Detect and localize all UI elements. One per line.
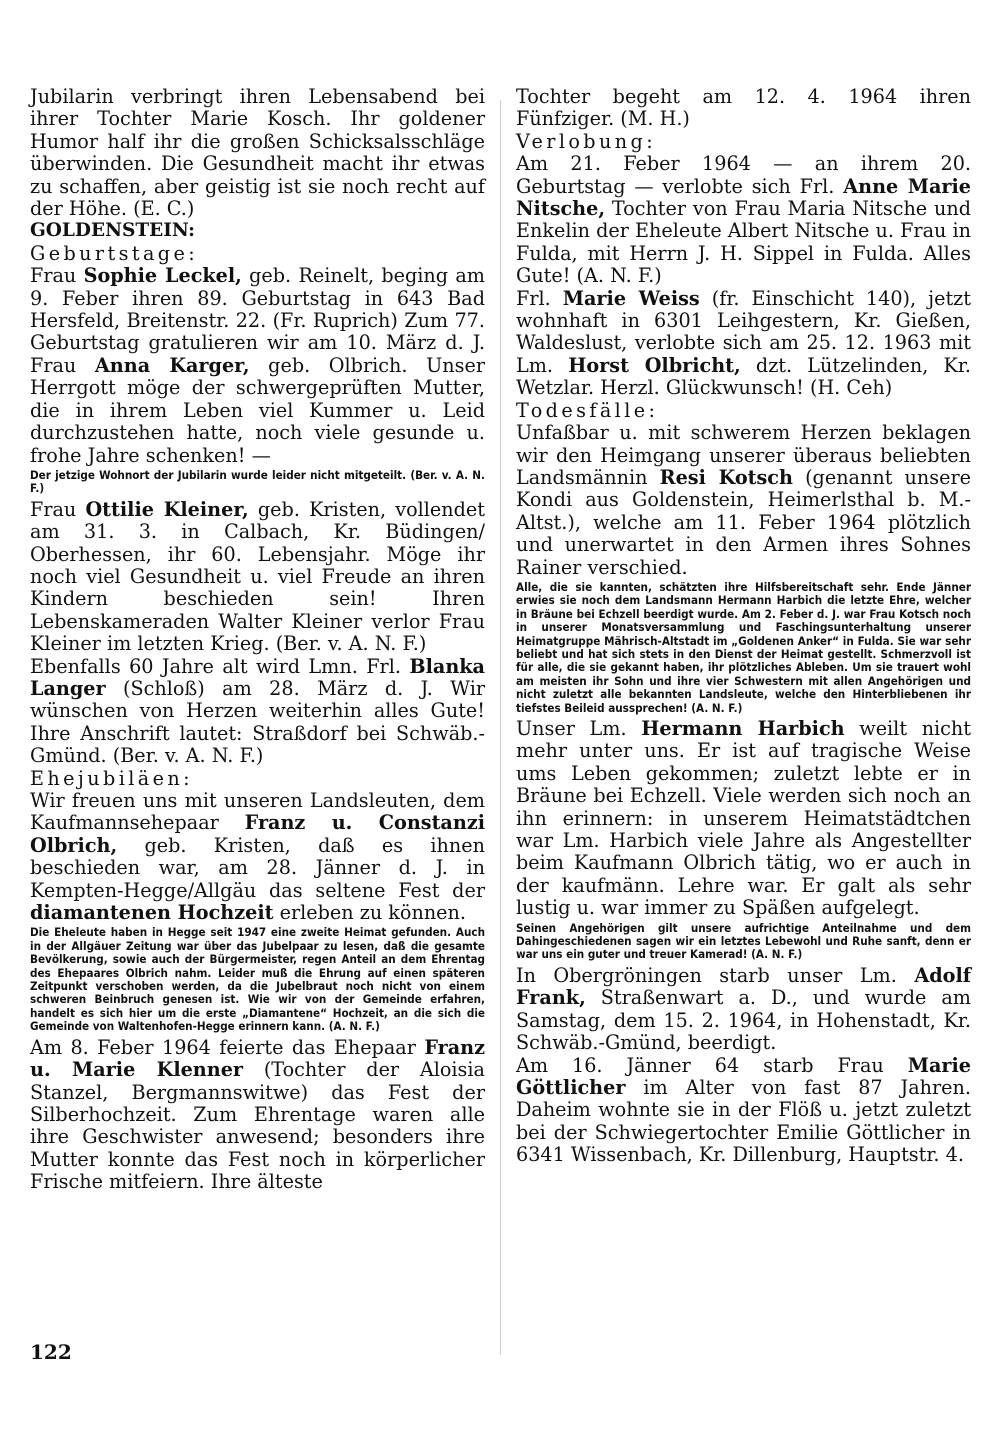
person-name: Anne Marie Nitsche, [516, 174, 971, 221]
person-name: Marie Göttlicher [516, 1053, 971, 1099]
person-name: Sophie Leckel, [83, 264, 242, 288]
note: Der jetzige Wohnort der Jubilarin wurde leider nicht mitgeteilt. (Ber. v. A. N. F.) [30, 467, 485, 496]
paragraph: Unser Lm. Hermann Harbich weilt nicht mehr unter uns. Er ist auf tragische Weise ums Leben gekommen; zuletzt lebte er in Bräune bei Echzell. Viele werden sich noch an ihn erinnern: in unserem Heimatstädtchen war Lm. Harbich viele Jahre als Angestellter beim Kaufmann Olbrich tätig, wo er auch in der kaufmänn. Lehre war. Er galt als sehr lustig u. war immer zu Späßen aufgelegt. [516, 717, 971, 920]
section-heading: Verlobung: [516, 129, 657, 153]
person-name: Horst Olbricht, [568, 353, 741, 377]
left-column [30, 86, 485, 1194]
paragraph: Ebenfalls 60 Jahre alt wird Lmn. Frl. Blanka Langer (Schloß) am 28. März d. J. Wir wünschen von Herzen weiterhin alles Gute! Ihre Anschrift lautet: Straßdorf bei Schwäb.-Gmünd. (Ber. v. A. N. F.) [30, 654, 485, 768]
person-name: Anna Karger, [94, 353, 250, 377]
paragraph: Am 21. Feber 1964 — an ihrem 20. Geburtstag — verlobte sich Frl. Anne Marie Nitsche, Tochter von Frau Maria Nitsche und Enkelin der Eheleute Albert Nitsche u. Frau in Fulda, mit Herrn J. H. Sippel in Fulda. Alles Gute! (A. N. F.) [516, 152, 971, 288]
person-name: Adolf Frank, [516, 963, 971, 1010]
paragraph: Jubilarin verbringt ihren Lebensabend bei ihrer Tochter Marie Kosch. Ihr goldener Humor half ihr die großen Schicksalsschläge überwinden. Die Gesundheit macht ihr etwas zu schaffen, aber geistig ist sie noch recht auf der Höhe. (E. C.) [30, 85, 485, 221]
paragraph: Tochter begeht am 12. 4. 1964 ihren Fünfziger. (M. H.) [516, 85, 971, 131]
paragraph: Frl. Marie Weiss (fr. Einschicht 140), jetzt wohnhaft in 6301 Leihgestern, Kr. Gießen, Waldeslust, verlobte sich am 25. 12. 1963 mit Lm. Horst Olbricht, dzt. Lützelinden, Kr. Wetzlar. Herzl. Glückwunsch! (H. Ceh) [516, 286, 972, 400]
person-name: Marie Weiss [562, 286, 700, 310]
person-name: Resi Kotsch [659, 465, 793, 489]
paragraph: Am 16. Jänner 64 starb Frau Marie Göttlicher im Alter von fast 87 Jahren. Daheim wohnte sie in der Flöß u. jetzt zuletzt bei der Schwiegertochter Emilie Göttlicher in 6341 Wissenbach, Kr. Dillenburg, Hauptstr. 4. [516, 1053, 971, 1167]
column-divider [500, 100, 501, 1355]
person-name: Hermann Harbich [641, 717, 845, 740]
page-number: 122 [30, 1340, 72, 1364]
paragraph: Unfaßbar u. mit schwerem Herzen beklagen wir den Heimgang unserer überaus beliebten Landsmännin Resi Kotsch (genannt unsere Kondi aus Goldenstein, Heimerlsthal b. M.-Altst.), welche am 11. Feber 1964 plötzlich und unerwartet in den Armen ihres Sohnes Rainer verschied. [516, 421, 971, 579]
section-heading: Todesfälle: [516, 398, 659, 422]
note: Alle, die sie kannten, schätzten ihre Hilfsbereitschaft sehr. Ende Jänner erwies sie noch dem Landsmann Hermann Harbich die letzte Ehre, welcher in Bräune bei Echzell beerdigt wurde. Am 2. Feber d. J. war Frau Kotsch noch in unserer Monatsversammlung und Faschingsunterhaltung unserer Heimatgruppe Mährisch-Altstadt im „Goldenen Anker“ in Fulda. Sie war sehr beliebt und hat sich stets in den Dienst der Heimat gestellt. Schmerzvoll ist für alle, die sie gekannt haben, ihr plötzliches Ableben. Um sie trauert wohl am meisten ihr Sohn und ihre vier Schwestern mit allen Angehörigen und nicht zuletzt alle bekannten Landsleute, welche den Hinterbliebenen ihr tiefstes Beileid aussprechen! (A. N. F.) [516, 579, 971, 715]
note: Die Eheleute haben in Hegge seit 1947 eine zweite Heimat gefunden. Auch in der Allgäuer Zeitung war über das Jubelpaar zu lesen, daß die gesamte Bevölkerung, sowie auch der Bürgermeister, regen Anteil an dem Ehrentag des Ehepaares Olbrich nahm. Leider muß die Ehrung auf einen späteren Zeitpunkt verschoben werden, da die Jubelbraut noch nicht von einem schweren Beinbruch genesen ist. Wie wir von der Gemeinde erfahren, handelt es sich hier um die erste „Diamantene“ Hochzeit, an die sich die Gemeinde von Waltenhofen-Hegge erinnern kann. (A. N. F.) [30, 925, 485, 1034]
note: Seinen Angehörigen gilt unsere aufrichtige Anteilnahme und dem Dahingeschiedenen sagen wir ein letztes Lebewohl und Ruhe sanft, denn er war uns ein guter und treuer Kamerad! (A. N. F.) [516, 920, 971, 962]
person-name: Franz u. Marie Klenner [30, 1035, 485, 1082]
person-name: Franz u. Constanzi Olbrich, [30, 811, 485, 857]
paragraph: Frau Ottilie Kleiner, geb. Kristen, vollendet am 31. 3. in Calbach, Kr. Büdingen/ Oberhessen, ihr 60. Lebensjahr. Möge ihr noch viel Gesundheit u. viel Freude an ihren Kindern beschieden sein! Ihren Lebenskameraden Walter Kleiner verlor Frau Kleiner im letzten Krieg. (Ber. v. A. N. F.) [30, 497, 485, 656]
paragraph: Frau Sophie Leckel, geb. Reinelt, beging am 9. Feber ihren 89. Geburtstag in 643 Bad Hersfeld, Breitenstr. 22. (Fr. Ruprich) Zum 77. Geburtstag gratulieren wir am 10. März d. J. Frau Anna Karger, geb. Olbrich. Unser Herrgott möge der schwergeprüften Mutter, die in ihrem Leben viel Kummer u. Leid durchzustehen hatte, noch viele gesunde u. frohe Jahre schenken! — [30, 264, 485, 467]
person-name: Blanka Langer [30, 654, 485, 700]
section-heading: Geburtstage: [30, 241, 199, 265]
person-name: Ottilie Kleiner, [85, 497, 249, 521]
place-heading: GOLDENSTEIN: [30, 220, 195, 242]
paragraph: Wir freuen uns mit unseren Landsleuten, dem Kaufmannsehepaar Franz u. Constanzi Olbrich, geb. Kristen, daß es ihnen beschieden war, am 28. Jänner d. J. in Kempten-Hegge/Allgäu das seltene Fest der diamantenen Hochzeit erleben zu können. [30, 789, 485, 925]
right-column [516, 86, 971, 1167]
emphasis: diamantenen Hochzeit [30, 901, 274, 925]
section-heading: Ehejubiläen: [30, 766, 193, 790]
paragraph: Am 8. Feber 1964 feierte das Ehepaar Franz u. Marie Klenner (Tochter der Aloisia Stanzel, Bergmannswitwe) das Fest der Silberhochzeit. Zum Ehrentage waren alle ihre Geschwister anwesend; besonders ihre Mutter konnte das Fest noch in körperlicher Frische mitfeiern. Ihre älteste [30, 1035, 485, 1194]
paragraph: In Obergröningen starb unser Lm. Adolf Frank, Straßenwart a. D., und wurde am Samstag, dem 15. 2. 1964, in Hohenstadt, Kr. Schwäb.-Gmünd, beerdigt. [516, 963, 971, 1055]
